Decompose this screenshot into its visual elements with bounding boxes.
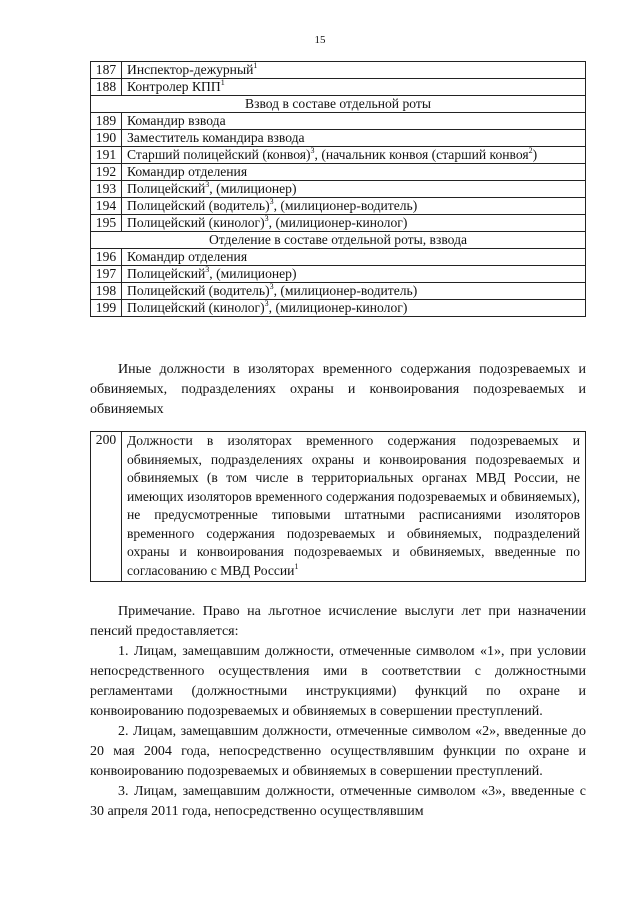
footnote-mark: 3 bbox=[264, 299, 269, 308]
row-number: 189 bbox=[91, 113, 122, 130]
footnote-mark: 3 bbox=[264, 214, 269, 223]
row-text-tail: , (милиционер) bbox=[209, 266, 297, 281]
row-text bbox=[122, 283, 586, 300]
row-number: 198 bbox=[91, 283, 122, 300]
note-item-1: 1. Лицам, замещавшим должности, отмеченные символом «1», при условии непосредственного осуществления ими в соответствии с должностными регламентами (должностными инструкциями) функций по охране и конвоированию подозреваемых и обвиняемых в совершении преступлений. bbox=[90, 644, 586, 719]
row-text-body: Полицейский (водитель) bbox=[127, 283, 270, 298]
footnote-mark: 2 bbox=[528, 146, 533, 155]
row-text bbox=[122, 147, 586, 164]
row-text-body: Полицейский bbox=[127, 181, 206, 196]
row-text bbox=[122, 130, 586, 147]
row-text-body: Инспектор-дежурный bbox=[127, 62, 254, 77]
footnote-mark: 1 bbox=[220, 78, 225, 87]
row-text-tail: , (милиционер) bbox=[209, 181, 297, 196]
note-item-2: 2. Лицам, замещавшим должности, отмеченные символом «2», введенные до 20 мая 2004 года, непосредственно осуществлявшим функции по охране и конвоированию подозреваемых и обвиняемых в совершении преступлений. bbox=[90, 724, 586, 779]
row-text-tail: , (милиционер-кинолог) bbox=[268, 300, 408, 315]
row-text bbox=[122, 266, 586, 283]
row-text bbox=[122, 249, 586, 266]
row-text-body: Командир взвода bbox=[127, 113, 226, 128]
table-row bbox=[91, 113, 586, 130]
row-number: 190 bbox=[91, 130, 122, 147]
row-text-tail: , (милиционер-водитель) bbox=[273, 283, 418, 298]
row-number: 200 bbox=[91, 432, 122, 582]
table-row bbox=[91, 283, 586, 300]
row-text-body: Полицейский (водитель) bbox=[127, 198, 270, 213]
row-number: 191 bbox=[91, 147, 122, 164]
table-row bbox=[91, 266, 586, 283]
row-text bbox=[122, 198, 586, 215]
row-number: 187 bbox=[91, 62, 122, 79]
positions-table bbox=[90, 61, 586, 317]
row-text-body: Заместитель командира взвода bbox=[127, 130, 305, 145]
table-row bbox=[91, 432, 586, 582]
footnote-mark: 3 bbox=[310, 146, 315, 155]
row-number: 192 bbox=[91, 164, 122, 181]
row-number: 199 bbox=[91, 300, 122, 317]
row-text bbox=[122, 181, 586, 198]
row-text-body: Контролер КПП bbox=[127, 79, 221, 94]
row-text-body: Полицейский bbox=[127, 266, 206, 281]
table-row bbox=[91, 79, 586, 96]
note-item-3: 3. Лицам, замещавшим должности, отмеченные символом «3», введенные с 30 апреля 2011 года, непосредственно осуществлявшим bbox=[90, 784, 586, 819]
row-number: 197 bbox=[91, 266, 122, 283]
table-section-row bbox=[91, 96, 586, 113]
section-heading: Взвод в составе отдельной роты bbox=[91, 96, 586, 113]
table-section-row bbox=[91, 232, 586, 249]
footnote-mark: 3 bbox=[269, 282, 274, 291]
row-text-tail: , (милиционер-водитель) bbox=[273, 198, 418, 213]
table-row bbox=[91, 164, 586, 181]
footnote-mark: 3 bbox=[205, 180, 210, 189]
row-text bbox=[122, 215, 586, 232]
row-text-body: Командир отделения bbox=[127, 164, 248, 179]
section-heading: Отделение в составе отдельной роты, взвода bbox=[91, 232, 586, 249]
table-row bbox=[91, 62, 586, 79]
footnote-mark: 3 bbox=[269, 197, 274, 206]
row-text bbox=[122, 432, 586, 582]
row-text-body: Полицейский (кинолог) bbox=[127, 215, 265, 230]
footnote-mark: 1 bbox=[253, 61, 258, 70]
row-number: 193 bbox=[91, 181, 122, 198]
row-number: 194 bbox=[91, 198, 122, 215]
row-text bbox=[122, 113, 586, 130]
table-row bbox=[91, 130, 586, 147]
row-number: 196 bbox=[91, 249, 122, 266]
row-text-body: Должности в изоляторах временного содержания подозреваемых и обвиняемых, подразделениях охраны и конвоирования подозреваемых и обвиняемых (в том числе в территориальных органах МВД России, не имеющих изоляторов временного содержания подозреваемых и обвиняемых), не предусмотренные типовыми штатными расписаниями изоляторов временного содержания подозреваемых и обвиняемых, подразделений охраны и конвоирования подозреваемых и обвиняемых, введенные по согласованию с МВД России bbox=[127, 433, 580, 578]
row-text bbox=[122, 79, 586, 96]
row-text-end: ) bbox=[532, 147, 538, 162]
table-row bbox=[91, 181, 586, 198]
row-text-body: Командир отделения bbox=[127, 249, 248, 264]
row-text-body: Полицейский (кинолог) bbox=[127, 300, 265, 315]
table-row bbox=[91, 249, 586, 266]
row-text bbox=[122, 62, 586, 79]
row-text-tail: , (начальник конвоя (старший конвоя bbox=[314, 147, 529, 162]
table-row bbox=[91, 147, 586, 164]
table-row bbox=[91, 300, 586, 317]
row-number: 188 bbox=[91, 79, 122, 96]
table-row bbox=[91, 215, 586, 232]
other-positions-table bbox=[90, 431, 586, 582]
footnote-mark: 3 bbox=[205, 265, 210, 274]
row-text bbox=[122, 300, 586, 317]
row-number: 195 bbox=[91, 215, 122, 232]
page-number: 15 bbox=[314, 34, 326, 46]
row-text-body: Старший полицейский (конвоя) bbox=[127, 147, 311, 162]
table-row bbox=[91, 198, 586, 215]
notes-intro: Примечание. Право на льготное исчисление выслуги лет при назначении пенсий предоставляется: bbox=[90, 604, 586, 639]
row-text-tail: , (милиционер-кинолог) bbox=[268, 215, 408, 230]
section-title: Иные должности в изоляторах временного содержания подозреваемых и обвиняемых, подразделениях охраны и конвоирования подозреваемых и обвиняемых bbox=[90, 362, 586, 417]
notes bbox=[90, 602, 586, 822]
footnote-mark: 1 bbox=[294, 561, 299, 571]
row-text bbox=[122, 164, 586, 181]
